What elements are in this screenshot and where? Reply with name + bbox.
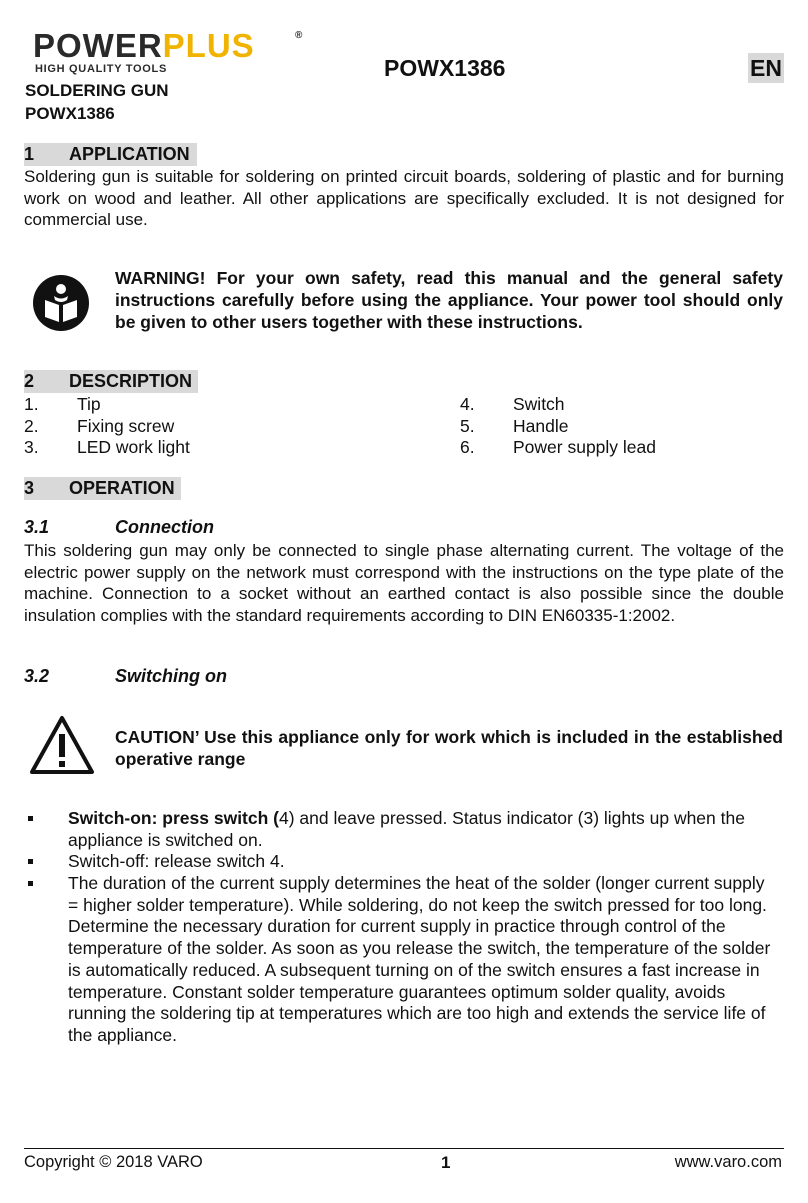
subsection-number: 3.1 — [24, 517, 50, 537]
section-number: 1 — [24, 144, 35, 164]
application-text: Soldering gun is suitable for soldering on printed circuit boards, soldering of plastic and for burning work on wood and leather. All other applications are specifically excluded. It is not designed for commercial use. — [24, 167, 784, 230]
part-name: Power supply lead — [513, 437, 656, 457]
subsection-title: Connection — [115, 517, 214, 537]
document-model: POWX1386 — [25, 104, 115, 123]
bullet-marker — [28, 816, 33, 821]
part-name: Tip — [77, 394, 101, 414]
part-number: 5. — [460, 416, 475, 436]
bullet-text: Switch-off: release switch 4. — [68, 851, 285, 871]
part-number: 3. — [24, 437, 39, 457]
section-operation-heading — [24, 477, 181, 500]
section-title: OPERATION — [69, 478, 175, 498]
bullet-text: The duration of the current supply determines the heat of the solder (longer current supply = higher solder temperature). While soldering, do not keep the switch pressed for too long. Determine the necessary duration for current supply in practice through control of the temperature of the solder. As soon as you release the switch, the temperature of the solder is automatically reduced. A subsequent turning on of the switch ensures a fast increase in temperature. Constant solder temperature guarantees optimum solder quality, avoids running the soldering tip at temperatures which are too high and extends the service life of the appliance. — [68, 873, 771, 1045]
section-number: 3 — [24, 478, 35, 498]
logo-wordmark — [33, 28, 255, 64]
registered-mark: ® — [295, 30, 303, 41]
warning-triangle-icon — [28, 714, 96, 776]
part-name: Switch — [513, 394, 565, 414]
bullet-marker — [28, 859, 33, 864]
bullet-bold-text: Switch-on: press switch ( — [68, 808, 279, 828]
footer-divider — [24, 1148, 784, 1149]
language-badge: EN — [748, 53, 784, 83]
logo-tagline: HIGH QUALITY TOOLS — [35, 63, 167, 75]
bullet-marker — [28, 881, 33, 886]
part-name: LED work light — [77, 437, 190, 457]
subsection-title: Switching on — [115, 666, 227, 686]
part-number: 2. — [24, 416, 39, 436]
caution-text: CAUTION’ Use this appliance only for work which is included in the established operative range — [115, 727, 783, 769]
section-title: APPLICATION — [69, 144, 190, 164]
read-manual-icon — [32, 274, 90, 332]
warning-text: WARNING! For your own safety, read this manual and the general safety instructions carefully before using the appliance. Your power tool should only be given to other users together with these instructions. — [115, 268, 783, 332]
connection-text: This soldering gun may only be connected to single phase alternating current. The voltage of the electric power supply on the network must correspond with the instructions on the type plate of the machine. Connection to a socket without an earthed contact is also possible since the double insulation complies with the standard requirements according to DIN EN60335-1:2002. — [24, 541, 784, 626]
section-application-heading — [24, 143, 197, 166]
footer-url: www.varo.com — [674, 1153, 782, 1171]
header-model: POWX1386 — [384, 55, 506, 81]
part-number: 1. — [24, 394, 39, 414]
subsection-number: 3.2 — [24, 666, 50, 686]
subsection-connection-heading — [24, 517, 214, 538]
logo-word-plus: PLUS — [162, 27, 255, 64]
footer-copyright: Copyright © 2018 VARO — [24, 1153, 203, 1171]
part-number: 6. — [460, 437, 475, 457]
part-name: Fixing screw — [77, 416, 175, 436]
section-title: DESCRIPTION — [69, 371, 193, 391]
section-description-heading — [24, 370, 198, 393]
logo-word-power: POWER — [33, 27, 163, 64]
subsection-switching-heading — [24, 666, 227, 687]
part-number: 4. — [460, 394, 475, 414]
section-number: 2 — [24, 371, 35, 391]
bullet-text: 4) and leave pressed. Status indicator (3) lights up when the appliance is switched on. — [68, 808, 745, 850]
page-number: 1 — [441, 1153, 451, 1172]
brand-logo — [33, 28, 303, 76]
part-name: Handle — [513, 416, 569, 436]
document-title: SOLDERING GUN — [25, 81, 169, 100]
